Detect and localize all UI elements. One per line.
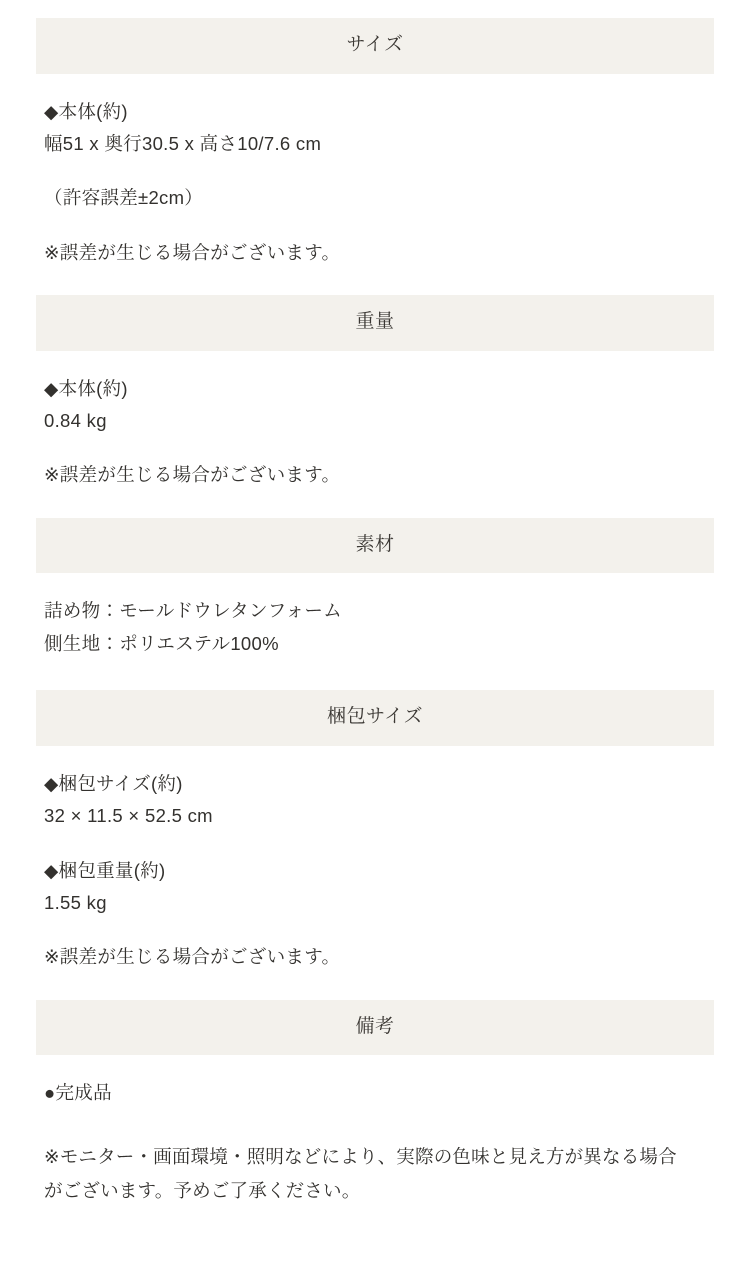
spec-line: ◆梱包サイズ(約) — [44, 772, 183, 794]
spec-line: （許容誤差±2cm） — [44, 187, 204, 209]
spec-line-note: ※誤差が生じる場合がございます。 — [44, 241, 341, 263]
spec-line-spacer — [44, 1110, 706, 1140]
spec-line-spacer — [44, 833, 706, 855]
spec-line: 幅51 x 奥行30.5 x 高さ10/7.6 cm — [44, 132, 322, 154]
spec-line-spacer — [44, 215, 706, 237]
spec-section-header-material: 素材 — [36, 518, 714, 574]
spec-line-disclaimer: ※モニター・画面環境・照明などにより、実際の色味と見え方が異なる場合がございます。予めご了承ください。 — [44, 1145, 677, 1201]
spec-line: 詰め物：モールドウレタンフォーム — [44, 600, 343, 622]
spec-line: 1.55 kg — [44, 891, 107, 913]
spec-line-note: ※誤差が生じる場合がございます。 — [44, 946, 341, 968]
spec-line-spacer — [44, 919, 706, 941]
spec-line-spacer — [44, 160, 706, 182]
spec-line: ●完成品 — [44, 1082, 112, 1104]
spec-section-header-package-size: 梱包サイズ — [36, 690, 714, 746]
spec-line: 0.84 kg — [44, 410, 107, 432]
spec-section-header-remarks: 備考 — [36, 1000, 714, 1056]
spec-line: 32 × 11.5 × 52.5 cm — [44, 805, 213, 827]
spec-section-body-material — [0, 573, 750, 690]
spec-section-header-size: サイズ — [36, 18, 714, 74]
spec-section-body-size — [0, 74, 750, 296]
spec-line: 側生地：ポリエステル100% — [44, 632, 279, 654]
spec-line: ◆本体(約) — [44, 377, 128, 399]
spec-line-spacer — [44, 437, 706, 459]
spec-line: ◆梱包重量(約) — [44, 859, 166, 881]
spec-section-body-remarks — [0, 1055, 750, 1238]
spec-section-package-size — [0, 690, 750, 999]
spec-line-note: ※誤差が生じる場合がございます。 — [44, 464, 341, 486]
spec-section-remarks — [0, 1000, 750, 1238]
spec-section-material — [0, 518, 750, 690]
spec-section-body-weight — [0, 351, 750, 518]
spec-section-weight — [0, 295, 750, 518]
spec-section-body-package-size — [0, 746, 750, 1000]
spec-section-size — [0, 18, 750, 295]
spec-section-header-weight: 重量 — [36, 295, 714, 351]
spec-line: ◆本体(約) — [44, 100, 128, 122]
